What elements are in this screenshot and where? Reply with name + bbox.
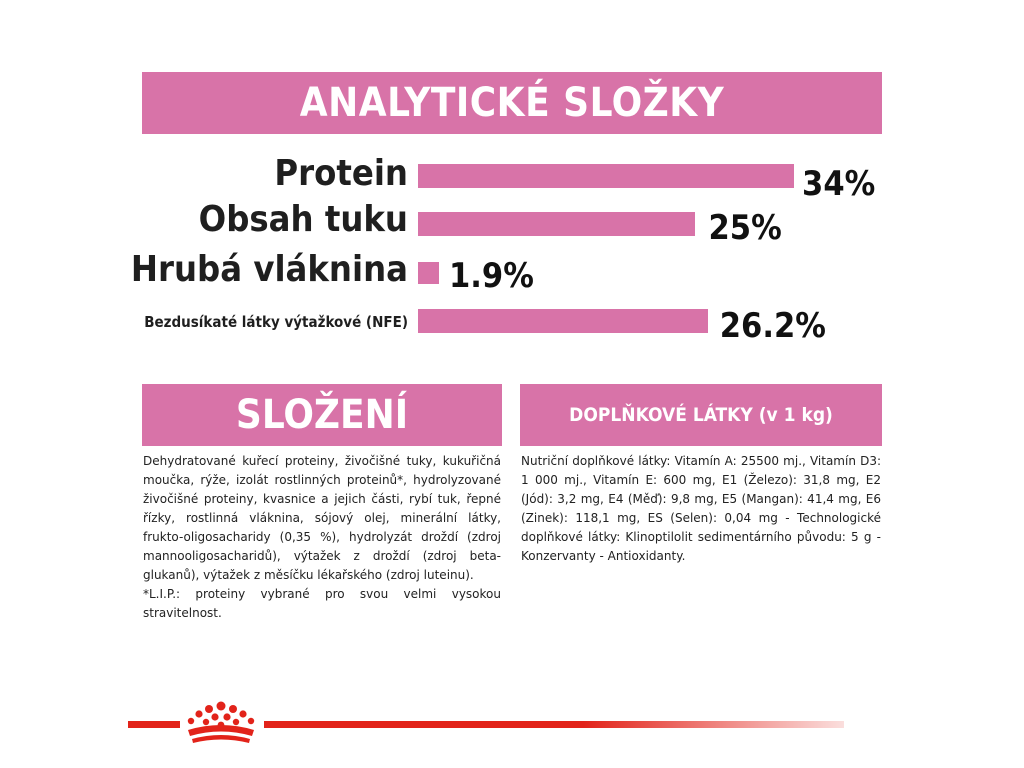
additives-text-block (521, 452, 881, 566)
royal-canin-crown-icon (184, 700, 258, 746)
analytic-row-label: Hrubá vláknina (130, 249, 408, 290)
analytic-row-value: 26.2% (719, 306, 826, 346)
analytic-row-value: 25% (708, 208, 782, 248)
analytic-row-value: 34% (802, 164, 876, 204)
analytic-row-bar (418, 309, 708, 333)
composition-ingredients: Dehydratované kuřecí proteiny, živočišné tuky, kukuřičná moučka, rýže, izolát rostlinných proteinů*, hydrolyzované živočišné proteiny, kvasnice a jejich části, rybí tuk, řepné řízky, rostlinná vláknina, sójový olej, minerální látky, frukto-oligosacharidy (0,35 %), hydrolyzát droždí (zdroj mannooligosacharidů), výtažek z droždí (zdroj beta-glukanů), výtažek z měsíčku lékařského (zdroj luteinu). (143, 454, 501, 582)
analytic-row-bar (418, 212, 695, 236)
composition-title: SLOŽENÍ (235, 392, 409, 438)
footer-divider-right (264, 721, 844, 728)
analytic-row-value: 1.9% (449, 256, 534, 296)
analytic-row-label: Obsah tuku (198, 199, 408, 240)
analytic-row (0, 302, 1024, 346)
composition-note: *L.I.P.: proteiny vybrané pro svou velmi vysokou stravitelnost. (143, 587, 501, 620)
additives-banner (520, 384, 882, 446)
composition-text-block (143, 452, 501, 623)
analytic-row-bar (418, 262, 439, 284)
analytic-row (0, 249, 1024, 296)
footer-divider-left (128, 721, 180, 728)
analytic-row-bar (418, 164, 794, 188)
analytic-row-label: Bezdusíkaté látky výtažkové (NFE) (144, 313, 408, 331)
analytic-components-banner (142, 72, 882, 134)
analytic-row-label: Protein (274, 153, 408, 194)
analytic-row (0, 153, 1024, 204)
analytic-row (0, 199, 1024, 248)
additives-list: Nutriční doplňkové látky: Vitamín A: 25500 mj., Vitamín D3: 1 000 mj., Vitamín E: 600 mg, E1 (Železo): 31,8 mg, E2 (Jód): 3,2 mg, E4 (Měď): 9,8 mg, E5 (Mangan): 41,4 mg, E6 (Zinek): 118,1 mg, ES (Selen): 0,04 mg - Technologické doplňkové látky: Klinoptilolit sedimentárního původu: 5 g - Konzervanty - Antioxidanty. (521, 454, 881, 563)
analytic-components-title: ANALYTICKÉ SLOŽKY (299, 80, 725, 126)
additives-title: DOPLŇKOVÉ LÁTKY (v 1 kg) (569, 404, 833, 426)
composition-banner (142, 384, 502, 446)
